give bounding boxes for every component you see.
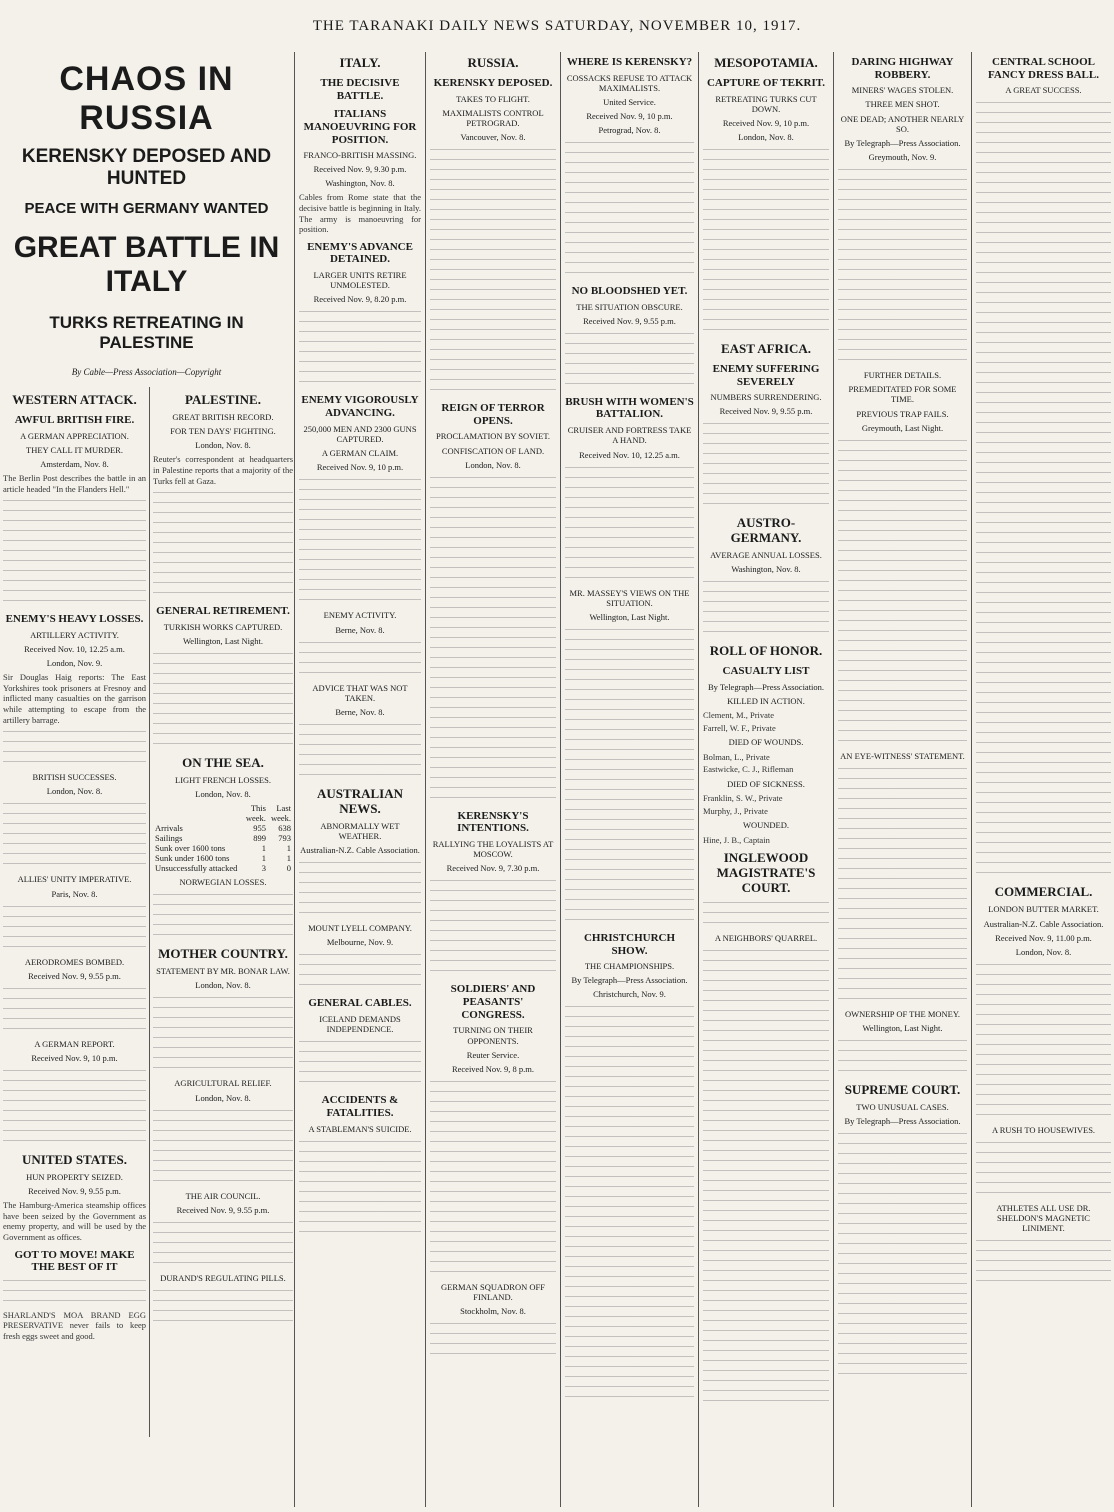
dateline: Received Nov. 9, 9.55 p.m. xyxy=(28,970,121,981)
article-subheading: ADVICE THAT WAS NOT TAKEN. xyxy=(312,682,408,703)
article-text-block xyxy=(565,464,694,584)
article-text-block xyxy=(565,330,694,390)
article-subheading: PROCLAMATION BY SOVIET. xyxy=(435,431,551,442)
dateline: Received Nov. 10, 12.25 a.m. xyxy=(579,449,680,460)
advertisement-heading: GOT TO MOVE! MAKE THE BEST OF IT xyxy=(14,1248,135,1274)
article-subheading: A GERMAN REPORT. xyxy=(34,1038,115,1049)
article-text-block xyxy=(703,420,829,510)
dateline: Received Nov. 9, 9.55 p.m. xyxy=(719,406,813,417)
article-subheading: GREAT BRITISH RECORD. xyxy=(172,411,274,422)
article-heading: BRUSH WITH WOMEN'S BATTALION. xyxy=(565,395,694,421)
article-text-block xyxy=(976,1139,1111,1199)
article-text-block xyxy=(3,985,146,1035)
dateline: Received Nov. 9, 10 p.m. xyxy=(586,111,673,122)
article-text-block xyxy=(153,891,293,941)
headline-great-battle-italy: GREAT BATTLE IN ITALY xyxy=(13,231,280,298)
article-text-block xyxy=(3,728,146,768)
advertisement-text: SHARLAND'S MOA BRAND EGG PRESERVATIVE never fails to keep fresh eggs sweet and good. xyxy=(3,1309,146,1342)
dateline: Received Nov. 9, 9.55 p.m. xyxy=(176,1204,270,1215)
article-subheading: MR. MASSEY'S VIEWS ON THE SITUATION. xyxy=(569,587,690,608)
article-subheading: STATEMENT BY MR. BONAR LAW. xyxy=(156,966,290,977)
dateline: London, Nov. 8. xyxy=(195,980,251,991)
dateline: Washington, Nov. 8. xyxy=(325,178,395,189)
article-text: Reuter's correspondent at headquarters in Palestine reports that a majority of the Turks fell at Gaza. xyxy=(153,454,293,486)
table-cell: Sunk under 1600 tons xyxy=(155,853,230,864)
article-text-block xyxy=(565,626,694,926)
article-text-block xyxy=(3,1277,146,1307)
article-subheading: THE AIR COUNCIL. xyxy=(185,1190,261,1201)
dateline: Wellington, Last Night. xyxy=(862,1023,943,1034)
article-text-block xyxy=(976,961,1111,1121)
dateline: Received Nov. 10, 12.25 a.m. xyxy=(24,644,125,655)
table-cell: Sailings xyxy=(155,833,183,844)
table-row xyxy=(153,823,293,833)
dateline: By Telegraph—Press Association. xyxy=(571,975,688,986)
article-text-block xyxy=(3,1067,146,1147)
dateline: Received Nov. 9, 10 p.m. xyxy=(316,462,404,473)
article-subheading: DIED OF SICKNESS. xyxy=(727,778,805,789)
article-heading: ON THE SEA. xyxy=(182,755,264,771)
article-text-block xyxy=(838,437,967,747)
article-heading: REIGN OF TERROR OPENS. xyxy=(441,402,545,427)
article-subheading: THE SITUATION OBSCURE. xyxy=(576,301,683,312)
table-cell: Unsuccessfully attacked xyxy=(155,863,238,874)
column-5 xyxy=(700,50,832,1510)
dateline: Paris, Nov. 8. xyxy=(51,888,98,899)
article-subheading: OWNERSHIP OF THE MONEY. xyxy=(844,1008,961,1019)
article-text-block xyxy=(430,146,556,396)
dateline: Amsterdam, Nov. 8. xyxy=(40,458,109,469)
advertisement-heading: DURAND'S REGULATING PILLS. xyxy=(160,1272,286,1283)
dateline: Greymouth, Nov. 9. xyxy=(868,152,937,163)
table-header xyxy=(153,803,293,813)
article-subheading: KERENSKY DEPOSED. xyxy=(433,76,553,89)
article-subheading: LONDON BUTTER MARKET. xyxy=(988,904,1099,915)
article-text-block xyxy=(299,721,421,781)
article-heading: MESOPOTAMIA. xyxy=(714,55,818,70)
advertisement-heading: ATHLETES ALL USE DR. SHELDON'S MAGNETIC LINIMENT. xyxy=(996,1202,1091,1234)
list-item: Eastwicke, C. J., Rifleman xyxy=(703,764,794,775)
article-heading: CENTRAL SCHOOL FANCY DRESS BALL. xyxy=(988,56,1099,81)
article-heading: SOLDIERS' AND PEASANTS' CONGRESS. xyxy=(450,983,536,1021)
shipping-table xyxy=(153,803,293,873)
table-cell: 638 xyxy=(278,823,291,834)
list-item: Bolman, L., Private xyxy=(703,751,770,762)
table-header xyxy=(153,813,293,823)
dateline: Stockholm, Nov. 8. xyxy=(460,1306,526,1317)
dateline: Australian-N.Z. Cable Association. xyxy=(983,918,1104,929)
article-subheading: CASUALTY LIST xyxy=(722,665,810,678)
article-subheading: THREE MEN SHOT. xyxy=(865,99,940,110)
dateline: London, Nov. 9. xyxy=(46,658,103,669)
dateline: Greymouth, Last Night. xyxy=(861,422,944,433)
dateline: Berne, Nov. 8. xyxy=(335,624,385,635)
dateline: London, Nov. 8. xyxy=(465,459,521,470)
article-subheading: HUN PROPERTY SEIZED. xyxy=(26,1171,123,1182)
article-text-block xyxy=(430,1078,556,1278)
article-heading: INGLEWOOD MAGISTRATE'S COURT. xyxy=(716,850,816,895)
table-row xyxy=(153,863,293,873)
dateline: Wellington, Last Night. xyxy=(589,611,670,622)
dateline: London, Nov. 8. xyxy=(195,1092,251,1103)
article-subheading: THE CHAMPIONSHIPS. xyxy=(584,961,675,972)
article-heading: MOTHER COUNTRY. xyxy=(158,946,288,962)
article-subheading: AGRICULTURAL RELIEF. xyxy=(174,1078,272,1089)
article-subheading: MOUNT LYELL COMPANY. xyxy=(308,923,412,934)
article-text: Cables from Rome state that the decisive battle is beginning in Italy. The army is manoeuvring for position. xyxy=(299,192,421,235)
article-subheading: ARTILLERY ACTIVITY. xyxy=(30,629,119,640)
article-subheading: ENEMY SUFFERING SEVERELY xyxy=(712,362,820,388)
article-subheading: KILLED IN ACTION. xyxy=(727,696,805,706)
table-cell: 1 xyxy=(286,853,291,864)
article-heading: ENEMY VIGOROUSLY ADVANCING. xyxy=(301,394,419,420)
column-2 xyxy=(296,50,424,1510)
list-item: Clement, M., Private xyxy=(703,710,775,721)
article-subheading: A STABLEMAN'S SUICIDE. xyxy=(308,1123,412,1134)
article-text-block xyxy=(153,1107,293,1187)
article-heading: GENERAL RETIREMENT. xyxy=(156,605,290,618)
dateline: London, Nov. 8. xyxy=(195,440,251,451)
column-1-left xyxy=(3,387,146,1344)
article-subheading: PREMEDITATED FOR SOME TIME. xyxy=(848,384,957,405)
article-subheading: FOR TEN DAYS' FIGHTING. xyxy=(170,426,276,437)
dateline: Berne, Nov. 8. xyxy=(335,706,385,717)
article-text: Sir Douglas Haig reports: The East Yorkshires took prisoners at Fresnoy and inflicted many casualties on the garrison while attempting to escape from the artillery barrage. xyxy=(3,672,146,725)
article-text-block xyxy=(430,877,556,977)
article-text-block xyxy=(703,578,829,638)
table-row xyxy=(153,853,293,863)
table-row xyxy=(153,833,293,843)
article-heading: AUSTRO-GERMANY. xyxy=(730,515,802,546)
dateline: By Telegraph—Press Association. xyxy=(844,1116,961,1127)
article-text-block xyxy=(299,859,421,919)
article-subheading: THEY CALL IT MURDER. xyxy=(26,444,123,455)
dateline: London, Nov. 8. xyxy=(1015,946,1072,957)
article-text-block xyxy=(299,308,421,388)
article-subheading: ENEMY ACTIVITY. xyxy=(323,610,397,621)
article-heading: ROLL OF HONOR. xyxy=(709,643,823,659)
article-subheading: THE DECISIVE BATTLE. xyxy=(320,76,400,102)
dateline: Received Nov. 9, 8 p.m. xyxy=(451,1063,535,1074)
dateline: Washington, Nov. 8. xyxy=(731,564,801,575)
table-cell: 0 xyxy=(286,863,291,874)
masthead-title: THE TARANAKI DAILY NEWS SATURDAY, NOVEMBER 10, 1917. xyxy=(312,18,802,34)
article-text-block xyxy=(838,166,967,366)
article-heading: ENEMY'S ADVANCE DETAINED. xyxy=(307,240,413,266)
article-text-block xyxy=(153,1219,293,1269)
article-text-block xyxy=(565,1003,694,1403)
article-subheading: AWFUL BRITISH FIRE. xyxy=(14,413,135,426)
article-heading: AUSTRALIAN NEWS. xyxy=(317,785,403,816)
article-heading: COMMERCIAL. xyxy=(994,884,1093,900)
article-subheading: ABNORMALLY WET WEATHER. xyxy=(320,820,400,841)
table-cell: 955 xyxy=(253,823,266,834)
article-heading: NO BLOODSHED YET. xyxy=(571,285,688,298)
article-heading: SUPREME COURT. xyxy=(844,1082,961,1098)
table-cell: 1 xyxy=(261,843,266,854)
article-text-block xyxy=(838,1130,967,1380)
dateline: Christchurch, Nov. 9. xyxy=(593,989,666,1000)
dateline: Received Nov. 9, 10 p.m. xyxy=(31,1052,118,1063)
article-subheading: AERODROMES BOMBED. xyxy=(24,956,125,967)
article-text: The Berlin Post describes the battle in an article headed "In the Flanders Hell." xyxy=(3,472,146,494)
article-subheading: COSSACKS REFUSE TO ATTACK MAXIMALISTS. xyxy=(566,72,693,93)
article-heading: KERENSKY'S INTENTIONS. xyxy=(457,809,529,835)
article-text-block xyxy=(299,476,421,606)
article-subheading: A NEIGHBORS' QUARREL. xyxy=(714,932,818,943)
article-text-block xyxy=(838,765,967,1005)
dateline: Australian-N.Z. Cable Association. xyxy=(300,845,420,856)
table-row xyxy=(153,843,293,853)
article-subheading: RALLYING THE LOYALISTS AT MOSCOW. xyxy=(432,839,554,860)
table-cell xyxy=(153,803,243,813)
article-text-block xyxy=(153,994,293,1074)
article-subheading: AN EYE-WITNESS' STATEMENT. xyxy=(840,750,965,761)
article-subheading: 250,000 MEN AND 2300 GUNS CAPTURED. xyxy=(303,423,417,444)
article-text-block xyxy=(153,1287,293,1327)
dateline: Received Nov. 9, 8.20 p.m. xyxy=(313,294,407,305)
advertisement-heading: A RUSH TO HOUSEWIVES. xyxy=(991,1124,1096,1135)
table-cell: week. xyxy=(245,813,266,824)
dateline: By Telegraph—Press Association. xyxy=(707,682,825,692)
dateline: Melbourne, Nov. 9. xyxy=(326,937,394,948)
dateline: London, Nov. 8. xyxy=(46,786,103,797)
headline-peace-with-germany: PEACE WITH GERMANY WANTED xyxy=(24,200,269,217)
dateline: London, Nov. 8. xyxy=(195,789,251,800)
dateline: Vancouver, Nov. 8. xyxy=(460,132,526,143)
article-subheading: ALLIES' UNITY IMPERATIVE. xyxy=(17,874,132,885)
article-text-block xyxy=(299,1038,421,1088)
article-text-block xyxy=(153,650,293,750)
list-item: Farrell, W. F., Private xyxy=(703,722,776,733)
article-subheading: BRITISH SUCCESSES. xyxy=(32,772,117,783)
article-subheading: A GREAT SUCCESS. xyxy=(1005,85,1082,96)
dateline: By Telegraph—Press Association. xyxy=(844,138,961,149)
article-text-block xyxy=(565,139,694,279)
headline-turks-retreating: TURKS RETREATING IN PALESTINE xyxy=(49,313,244,352)
column-6 xyxy=(835,50,970,1510)
article-subheading: CAPTURE OF TEKRIT. xyxy=(706,76,826,89)
article-text: The Hamburg-America steamship offices have been seized by the Government as enemy property, and will be used by the Government as offices. xyxy=(3,1200,146,1242)
article-text-block xyxy=(430,474,556,804)
table-cell: 899 xyxy=(253,833,266,844)
article-text-block xyxy=(299,1138,421,1238)
list-item: Franklin, S. W., Private xyxy=(703,793,783,804)
article-subheading: TWO UNUSUAL CASES. xyxy=(856,1102,949,1113)
dateline: Received Nov. 9, 9.55 p.m. xyxy=(583,315,676,326)
article-text-block xyxy=(3,903,146,953)
article-subheading: ONE DEAD; ANOTHER NEARLY SO. xyxy=(840,113,965,134)
article-subheading: MAXIMALISTS CONTROL PETROGRAD. xyxy=(442,107,544,128)
article-subheading: TURNING ON THEIR OPPONENTS. xyxy=(453,1025,533,1046)
article-text-block xyxy=(838,1037,967,1077)
headline-chaos-in-russia: CHAOS IN RUSSIA xyxy=(59,60,234,137)
article-subheading: FURTHER DETAILS. xyxy=(863,370,942,381)
article-heading: WHERE IS KERENSKY? xyxy=(566,56,693,68)
article-subheading: GERMAN SQUADRON OFF FINLAND. xyxy=(441,1281,545,1302)
article-text-block xyxy=(430,1320,556,1360)
table-cell: 3 xyxy=(261,863,266,874)
article-heading: DARING HIGHWAY ROBBERY. xyxy=(851,56,954,81)
table-cell xyxy=(153,813,243,823)
article-subheading: FRANCO-BRITISH MASSING. xyxy=(303,150,417,161)
table-cell: This xyxy=(250,803,266,814)
article-text-block xyxy=(976,1237,1111,1287)
dateline: London, Nov. 8. xyxy=(738,131,794,142)
article-subheading: NUMBERS SURRENDERING. xyxy=(710,392,822,403)
sub-column-rule xyxy=(149,387,150,1437)
article-subheading: LIGHT FRENCH LOSSES. xyxy=(175,774,271,785)
article-subheading: TAKES TO FLIGHT. xyxy=(456,93,530,104)
table-cell: Arrivals xyxy=(155,823,183,834)
article-subheading: DIED OF WOUNDS. xyxy=(728,737,804,748)
article-text-block xyxy=(3,800,146,870)
article-heading: GENERAL CABLES. xyxy=(308,997,412,1010)
table-cell: Sunk over 1600 tons xyxy=(155,843,226,854)
dateline: United Service. xyxy=(603,97,656,108)
column-4 xyxy=(562,50,697,1510)
article-text-block xyxy=(299,951,421,991)
list-item: Hine, J. B., Captain xyxy=(703,834,770,845)
dateline: Reuter Service. xyxy=(466,1049,520,1060)
article-subheading: ICELAND DEMANDS INDEPENDENCE. xyxy=(319,1013,401,1035)
table-cell: 1 xyxy=(261,853,266,864)
dateline: Wellington, Last Night. xyxy=(182,636,264,647)
article-heading: UNITED STATES. xyxy=(22,1151,127,1167)
article-heading: CHRISTCHURCH SHOW. xyxy=(583,931,676,957)
article-subheading: MINERS' WAGES STOLEN. xyxy=(851,85,954,96)
article-heading: ITALY. xyxy=(339,55,381,70)
table-cell: 1 xyxy=(286,843,291,854)
dateline: Received Nov. 9, 9.55 p.m. xyxy=(28,1186,121,1197)
article-subheading: PREVIOUS TRAP FAILS. xyxy=(856,408,949,419)
article-text-block xyxy=(703,146,829,336)
list-item: Murphy, J., Private xyxy=(703,805,768,816)
article-text-block xyxy=(976,99,1111,879)
dateline: Received Nov. 9, 11.00 p.m. xyxy=(995,932,1092,943)
article-subheading: AVERAGE ANNUAL LOSSES. xyxy=(710,550,822,561)
column-3 xyxy=(427,50,559,1510)
article-subheading: CONFISCATION OF LAND. xyxy=(441,445,545,456)
article-heading: PALESTINE. xyxy=(185,392,261,407)
article-text-block xyxy=(153,489,293,599)
headline-kerensky-deposed: KERENSKY DEPOSED AND HUNTED xyxy=(21,146,272,189)
column-7 xyxy=(973,50,1114,1510)
article-heading: ACCIDENTS & FATALITIES. xyxy=(321,1094,399,1119)
article-subheading: CRUISER AND FORTRESS TAKE A HAND. xyxy=(567,425,692,446)
table-cell: Last xyxy=(276,803,291,814)
column-1-right xyxy=(153,387,293,1330)
article-subheading: LARGER UNITS RETIRE UNMOLESTED. xyxy=(313,270,407,291)
article-heading: EAST AFRICA. xyxy=(720,340,812,356)
dateline: Received Nov. 9, 7.30 p.m. xyxy=(446,863,540,874)
article-subheading: WOUNDED. xyxy=(742,820,790,831)
article-heading: RUSSIA. xyxy=(467,55,519,70)
article-heading: WESTERN ATTACK. xyxy=(12,392,137,407)
article-subheading: A GERMAN CLAIM. xyxy=(321,448,399,459)
article-subheading: NORWEGIAN LOSSES. xyxy=(179,877,267,888)
column-1 xyxy=(0,50,293,1510)
article-subheading: A GERMAN APPRECIATION. xyxy=(20,430,129,441)
article-subheading: TURKISH WORKS CAPTURED. xyxy=(163,621,283,632)
article-text-block xyxy=(703,947,829,1407)
dateline: Received Nov. 9, 10 p.m. xyxy=(722,117,810,128)
article-text-block xyxy=(3,497,146,607)
masthead xyxy=(0,0,1114,50)
article-text-block xyxy=(299,639,421,679)
dateline: Petrograd, Nov. 8. xyxy=(598,125,661,136)
article-subheading: RETREATING TURKS CUT DOWN. xyxy=(715,93,817,114)
article-text-block xyxy=(703,899,829,929)
table-cell: week. xyxy=(270,813,291,824)
byline: By Cable—Press Association—Copyright xyxy=(71,367,222,377)
article-heading: ENEMY'S HEAVY LOSSES. xyxy=(5,613,144,626)
dateline: Received Nov. 9, 9.30 p.m. xyxy=(313,164,407,175)
article-subheading: ITALIANS MANOEUVRING FOR POSITION. xyxy=(303,108,417,146)
table-cell: 793 xyxy=(278,833,291,844)
